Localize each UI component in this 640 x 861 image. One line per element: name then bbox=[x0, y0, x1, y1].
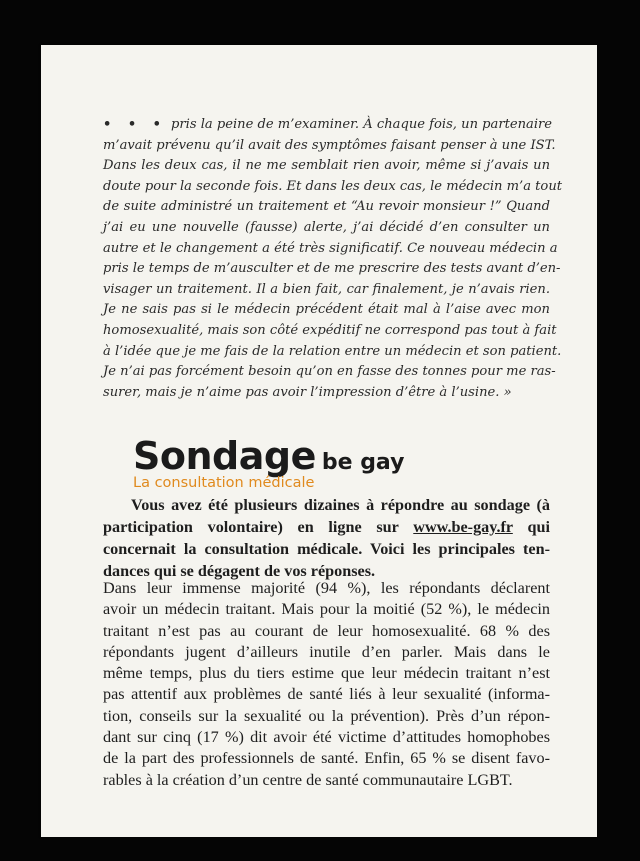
quote-line: visager un traitement. Il a bien fait, car finalement, je n’avais rien. bbox=[103, 281, 550, 297]
title-suffix: be gay bbox=[321, 450, 405, 475]
results-paragraph bbox=[103, 578, 550, 791]
quote-line: surer, mais je n’aime pas avoir l’impression d’être à l’usine. » bbox=[103, 384, 512, 400]
quote-line: Dans les deux cas, il ne me semblait rien avoir, même si j’avais un bbox=[103, 158, 550, 174]
intro-line: participation volontaire) en ligne sur www.be-gay.fr qui bbox=[103, 518, 550, 536]
section-subtitle: La consultation médicale bbox=[133, 475, 315, 491]
quote-line: j’ai eu une nouvelle (fausse) alerte, j’ai décidé d’en consulter un bbox=[103, 219, 550, 235]
intro-line: concernait la consultation médicale. Voici les principales ten- bbox=[103, 540, 550, 558]
intro-line: Vous avez été plusieurs dizaines à répondre au sondage (à bbox=[131, 496, 550, 514]
ellipsis-dots: • • • bbox=[103, 117, 167, 132]
body-line: de la part des professionnels de santé. Enfin, 65 % se disent favo- bbox=[103, 749, 550, 768]
body-line: dant sur cinq (17 %) dit avoir été victime d’attitudes homophobes bbox=[103, 728, 550, 747]
quote-line: pris le temps de m’ausculter et de me prescrire des tests avant d’en- bbox=[103, 261, 561, 277]
quote-line: m’avait prévenu qu’il avait des symptômes faisant penser à une IST. bbox=[103, 137, 556, 153]
body-line: tion, conseils sur la sexualité ou la prévention). Près d’un répon- bbox=[103, 706, 550, 725]
quote-line: autre et le changement a été très significatif. Ce nouveau médecin a bbox=[103, 240, 558, 256]
quote-line: Je ne sais pas si le médecin précédent était mal à l’aise avec mon bbox=[103, 302, 550, 318]
quote-line: de suite administré un traitement et “Au revoir monsieur !” Quand bbox=[103, 199, 550, 215]
intro-paragraph bbox=[103, 494, 550, 582]
body-line: pas attentif aux problèmes de santé liés à leur sexualité (informa- bbox=[103, 685, 550, 704]
section-title bbox=[133, 434, 404, 478]
testimony-quote bbox=[103, 115, 563, 403]
body-line: répondants jugent d’ailleurs inutile d’en parler. Mais dans le bbox=[103, 642, 550, 661]
body-line: rables à la création d’un centre de santé communautaire LGBT. bbox=[103, 770, 513, 789]
body-line: traitant n’est pas au courant de leur homosexualité. 68 % des bbox=[103, 621, 550, 640]
website-link[interactable]: www.be-gay.fr bbox=[413, 518, 513, 536]
quote-line: • • • pris la peine de m’examiner. À chaque fois, un partenaire bbox=[103, 117, 553, 132]
quote-line: homosexualité, mais son côté expéditif ne correspond pas tout à fait bbox=[103, 322, 557, 338]
body-line: Dans leur immense majorité (94 %), les répondants déclarent bbox=[103, 579, 550, 597]
body-line: avoir un médecin traitant. Mais pour la moitié (52 %), le médecin bbox=[103, 600, 550, 619]
quote-line: à l’idée que je me fais de la relation entre un médecin et son patient. bbox=[103, 343, 562, 359]
intro-line: dances qui se dégagent de vos réponses. bbox=[103, 562, 376, 580]
quote-line: Je n’ai pas forcément besoin qu’on en fasse des tonnes pour me ras- bbox=[103, 364, 556, 380]
title-main: Sondage bbox=[133, 434, 316, 478]
quote-line: doute pour la seconde fois. Et dans les deux cas, le médecin m’a tout bbox=[103, 178, 563, 194]
body-line: même temps, plus du tiers estime que leur médecin traitant n’est bbox=[103, 664, 550, 683]
